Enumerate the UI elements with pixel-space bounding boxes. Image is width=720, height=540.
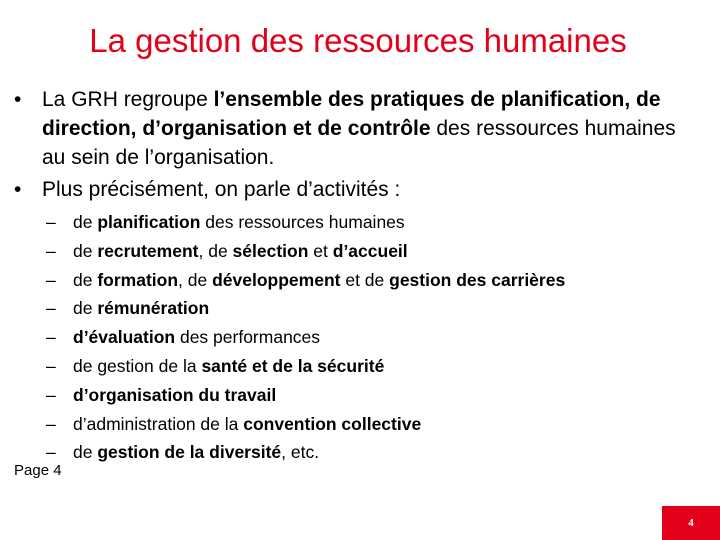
sub-item: [46, 266, 686, 295]
emphasis-text: gestion des carrières: [389, 269, 566, 290]
body-text: de: [73, 269, 98, 290]
body-text: La GRH regroupe: [42, 88, 214, 111]
slide-title: La gestion des ressources humaines: [89, 22, 627, 59]
body-text: , etc.: [281, 442, 320, 463]
sub-item: [46, 294, 686, 323]
sub-item: [46, 352, 686, 381]
body-text: de: [73, 442, 98, 463]
bullet-item: [14, 175, 704, 204]
sub-item-marker: –: [46, 327, 56, 348]
bullet-item: [14, 85, 704, 172]
bullet-list: [14, 85, 704, 207]
sub-item: [46, 323, 686, 352]
body-text: Plus précisément, on parle d’activités :: [42, 178, 401, 201]
sub-item: [46, 237, 686, 266]
sub-item-marker: –: [46, 269, 56, 290]
emphasis-text: d’évaluation: [73, 327, 176, 348]
emphasis-text: d’organisation du travail: [73, 384, 277, 405]
sub-item: [46, 438, 686, 467]
page-number-badge: [662, 506, 720, 540]
sub-item-marker: –: [46, 240, 56, 261]
sub-item-marker: –: [46, 442, 56, 463]
body-text: des ressources humaines au sein de l’organisation.: [42, 117, 676, 169]
activity-sublist: [46, 208, 686, 467]
emphasis-text: d’accueil: [332, 240, 408, 261]
sub-item: [46, 381, 686, 410]
sub-item-marker: –: [46, 298, 56, 319]
emphasis-text: convention collective: [243, 413, 422, 434]
bullet-item-marker: •: [14, 88, 22, 111]
body-text: et de: [340, 269, 390, 290]
body-text: des performances: [175, 327, 321, 348]
sub-item-marker: –: [46, 413, 56, 434]
body-text: , de: [198, 240, 233, 261]
body-text: de: [73, 212, 98, 232]
emphasis-text: rémunération: [97, 298, 210, 319]
emphasis-text: développement: [212, 269, 341, 290]
body-text: de: [73, 298, 98, 319]
emphasis-text: l’ensemble des pratiques de planification, de direction, d’organisation et de contrôle: [42, 88, 661, 140]
emphasis-text: santé et de la sécurité: [201, 355, 385, 376]
emphasis-text: planification: [97, 212, 201, 232]
emphasis-text: sélection: [232, 240, 309, 261]
bullet-item-marker: •: [14, 178, 22, 201]
page-label: Page 4: [14, 462, 62, 479]
body-text: des ressources humaines: [200, 212, 405, 232]
body-text: et: [308, 240, 333, 261]
page-number: 4: [688, 517, 694, 529]
sub-item-marker: –: [46, 384, 56, 405]
sub-item-marker: –: [46, 212, 56, 232]
emphasis-text: recrutement: [97, 240, 199, 261]
body-text: de: [73, 240, 98, 261]
sub-item: [46, 208, 686, 237]
emphasis-text: formation: [97, 269, 179, 290]
body-text: d’administration de la: [73, 413, 244, 434]
body-text: , de: [178, 269, 213, 290]
sub-item-marker: –: [46, 355, 56, 376]
emphasis-text: gestion de la diversité: [97, 442, 282, 463]
sub-item: [46, 410, 686, 439]
body-text: de gestion de la: [73, 355, 202, 376]
